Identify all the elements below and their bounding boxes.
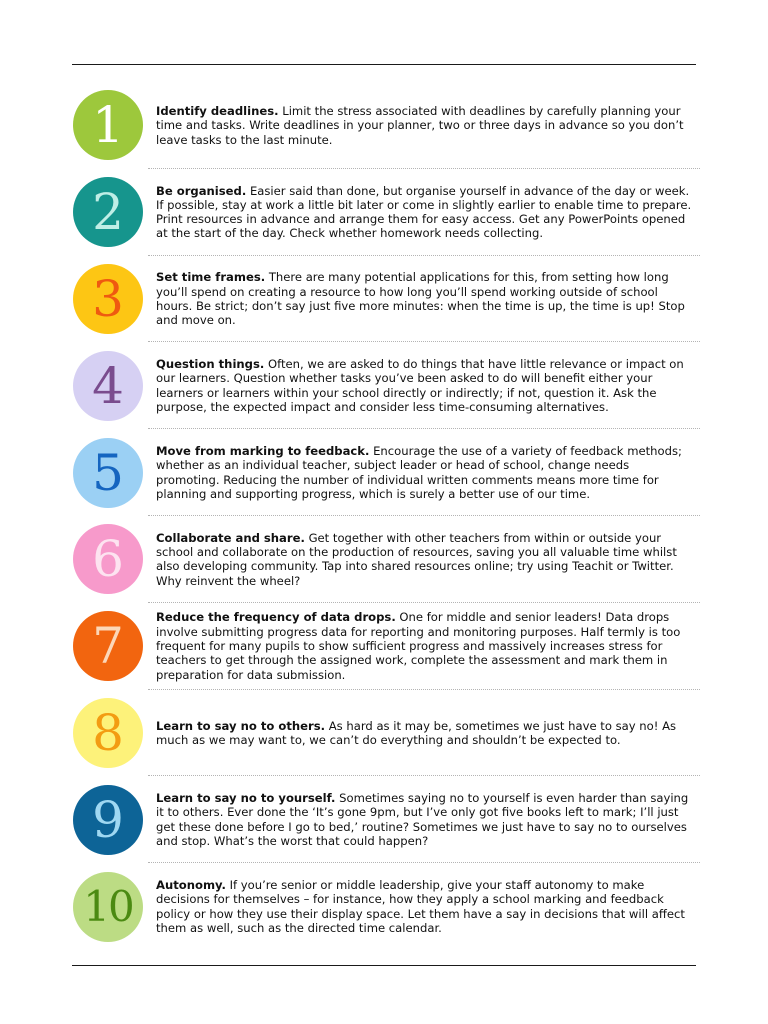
tip-heading: Identify deadlines. bbox=[156, 103, 279, 118]
number-circle: 2 bbox=[73, 177, 143, 247]
tip-text bbox=[156, 357, 696, 414]
tip-body: Sometimes saying no to yourself is even harder than saying it to others. Ever done the ‘It’s gone 9pm, but I’ve only got five books left to mark; I’ll just get these done before I go to bed,’ routine? Sometimes we just have to say no to ourselves and stop. What’s the worst that could happen? bbox=[156, 791, 689, 849]
number-circle: 4 bbox=[73, 351, 143, 421]
tips-list bbox=[72, 82, 696, 950]
tip-heading: Move from marking to feedback. bbox=[156, 443, 370, 458]
tip-heading: Reduce the frequency of data drops. bbox=[156, 610, 396, 625]
tip-heading: Collaborate and share. bbox=[156, 530, 305, 545]
tip-heading: Learn to say no to others. bbox=[156, 718, 326, 733]
tip-body: One for middle and senior leaders! Data drops involve submitting progress data for reporting and monitoring purposes. Half termly is too frequent for many pupils to show sufficient progress and massively increases stress for teachers to get through the assigned work, complete the assessment and mark them in preparation for data submission. bbox=[156, 610, 681, 682]
tip-item bbox=[72, 429, 696, 516]
tip-text bbox=[156, 184, 696, 241]
number-circle: 5 bbox=[73, 438, 143, 508]
tip-item bbox=[72, 169, 696, 256]
tip-text bbox=[156, 104, 696, 147]
tip-text bbox=[156, 878, 696, 935]
tip-heading: Set time frames. bbox=[156, 270, 266, 285]
number-circle: 10 bbox=[73, 872, 143, 942]
tip-heading: Be organised. bbox=[156, 183, 247, 198]
tip-heading: Learn to say no to yourself. bbox=[156, 791, 336, 806]
tip-item bbox=[72, 690, 696, 777]
number-circle: 1 bbox=[73, 90, 143, 160]
tip-body: Often, we are asked to do things that have little relevance or impact on our learners. Question whether tasks you’ve been asked to do will benefit either your learners or learners within your school directly or indirectly; if not, question it. Ask the purpose, the expected impact and consider less time-consuming alternatives. bbox=[156, 357, 684, 415]
tip-body: Limit the stress associated with deadlines by carefully planning your time and tasks. Write deadlines in your planner, two or three days in advance so you don’t leave tasks to the last minute. bbox=[156, 103, 684, 147]
tip-heading: Autonomy. bbox=[156, 877, 226, 892]
tip-text bbox=[156, 791, 696, 848]
tip-item bbox=[72, 776, 696, 863]
top-rule bbox=[72, 64, 696, 65]
tip-text bbox=[156, 610, 696, 681]
tip-text bbox=[156, 444, 696, 501]
tip-item bbox=[72, 256, 696, 343]
tip-body: Easier said than done, but organise yourself in advance of the day or week. If possible, stay at work a little bit later or come in slightly earlier to enable time to prepare. Print resources in advance and arrange them for easy access. Get any PowerPoints opened at the start of the day. Check whether homework needs collecting. bbox=[156, 183, 692, 241]
tip-text bbox=[156, 531, 696, 588]
tip-text bbox=[156, 719, 696, 748]
number-circle: 9 bbox=[73, 785, 143, 855]
number-circle: 8 bbox=[73, 698, 143, 768]
tip-item bbox=[72, 863, 696, 950]
tip-heading: Question things. bbox=[156, 357, 265, 372]
tip-item bbox=[72, 82, 696, 169]
tip-item bbox=[72, 342, 696, 429]
bottom-rule bbox=[72, 965, 696, 966]
tip-body: There are many potential applications for this, from setting how long you’ll spend on creating a resource to how long you’ll spend working outside of school hours. Be strict; don’t say just five more minutes: when the time is up, the time is up! Stop and move on. bbox=[156, 270, 685, 328]
tip-body: If you’re senior or middle leadership, give your staff autonomy to make decisions for themselves – for instance, how they apply a school marking and feedback policy or how they use their display space. Let them have a say in decisions that will affect them as well, such as the directed time calendar. bbox=[156, 877, 685, 935]
number-circle: 3 bbox=[73, 264, 143, 334]
tip-body: As hard as it may be, sometimes we just have to say no! As much as we may want to, we can’t do everything and shouldn’t be expected to. bbox=[156, 718, 677, 747]
tip-item bbox=[72, 603, 696, 690]
number-circle: 7 bbox=[73, 611, 143, 681]
tip-body: Get together with other teachers from within or outside your school and collaborate on the production of resources, saving you all valuable time whilst also developing community. Tap into shared resources online; try using Teachit or Twitter. Why reinvent the wheel? bbox=[156, 530, 677, 588]
tip-item bbox=[72, 516, 696, 603]
tip-body: Encourage the use of a variety of feedback methods; whether as an individual teacher, subject leader or head of school, change needs promoting. Reducing the number of individual written comments means more time for planning and supporting progress, which is surely a better use of our time. bbox=[156, 443, 682, 501]
tip-text bbox=[156, 270, 696, 327]
number-circle: 6 bbox=[73, 524, 143, 594]
